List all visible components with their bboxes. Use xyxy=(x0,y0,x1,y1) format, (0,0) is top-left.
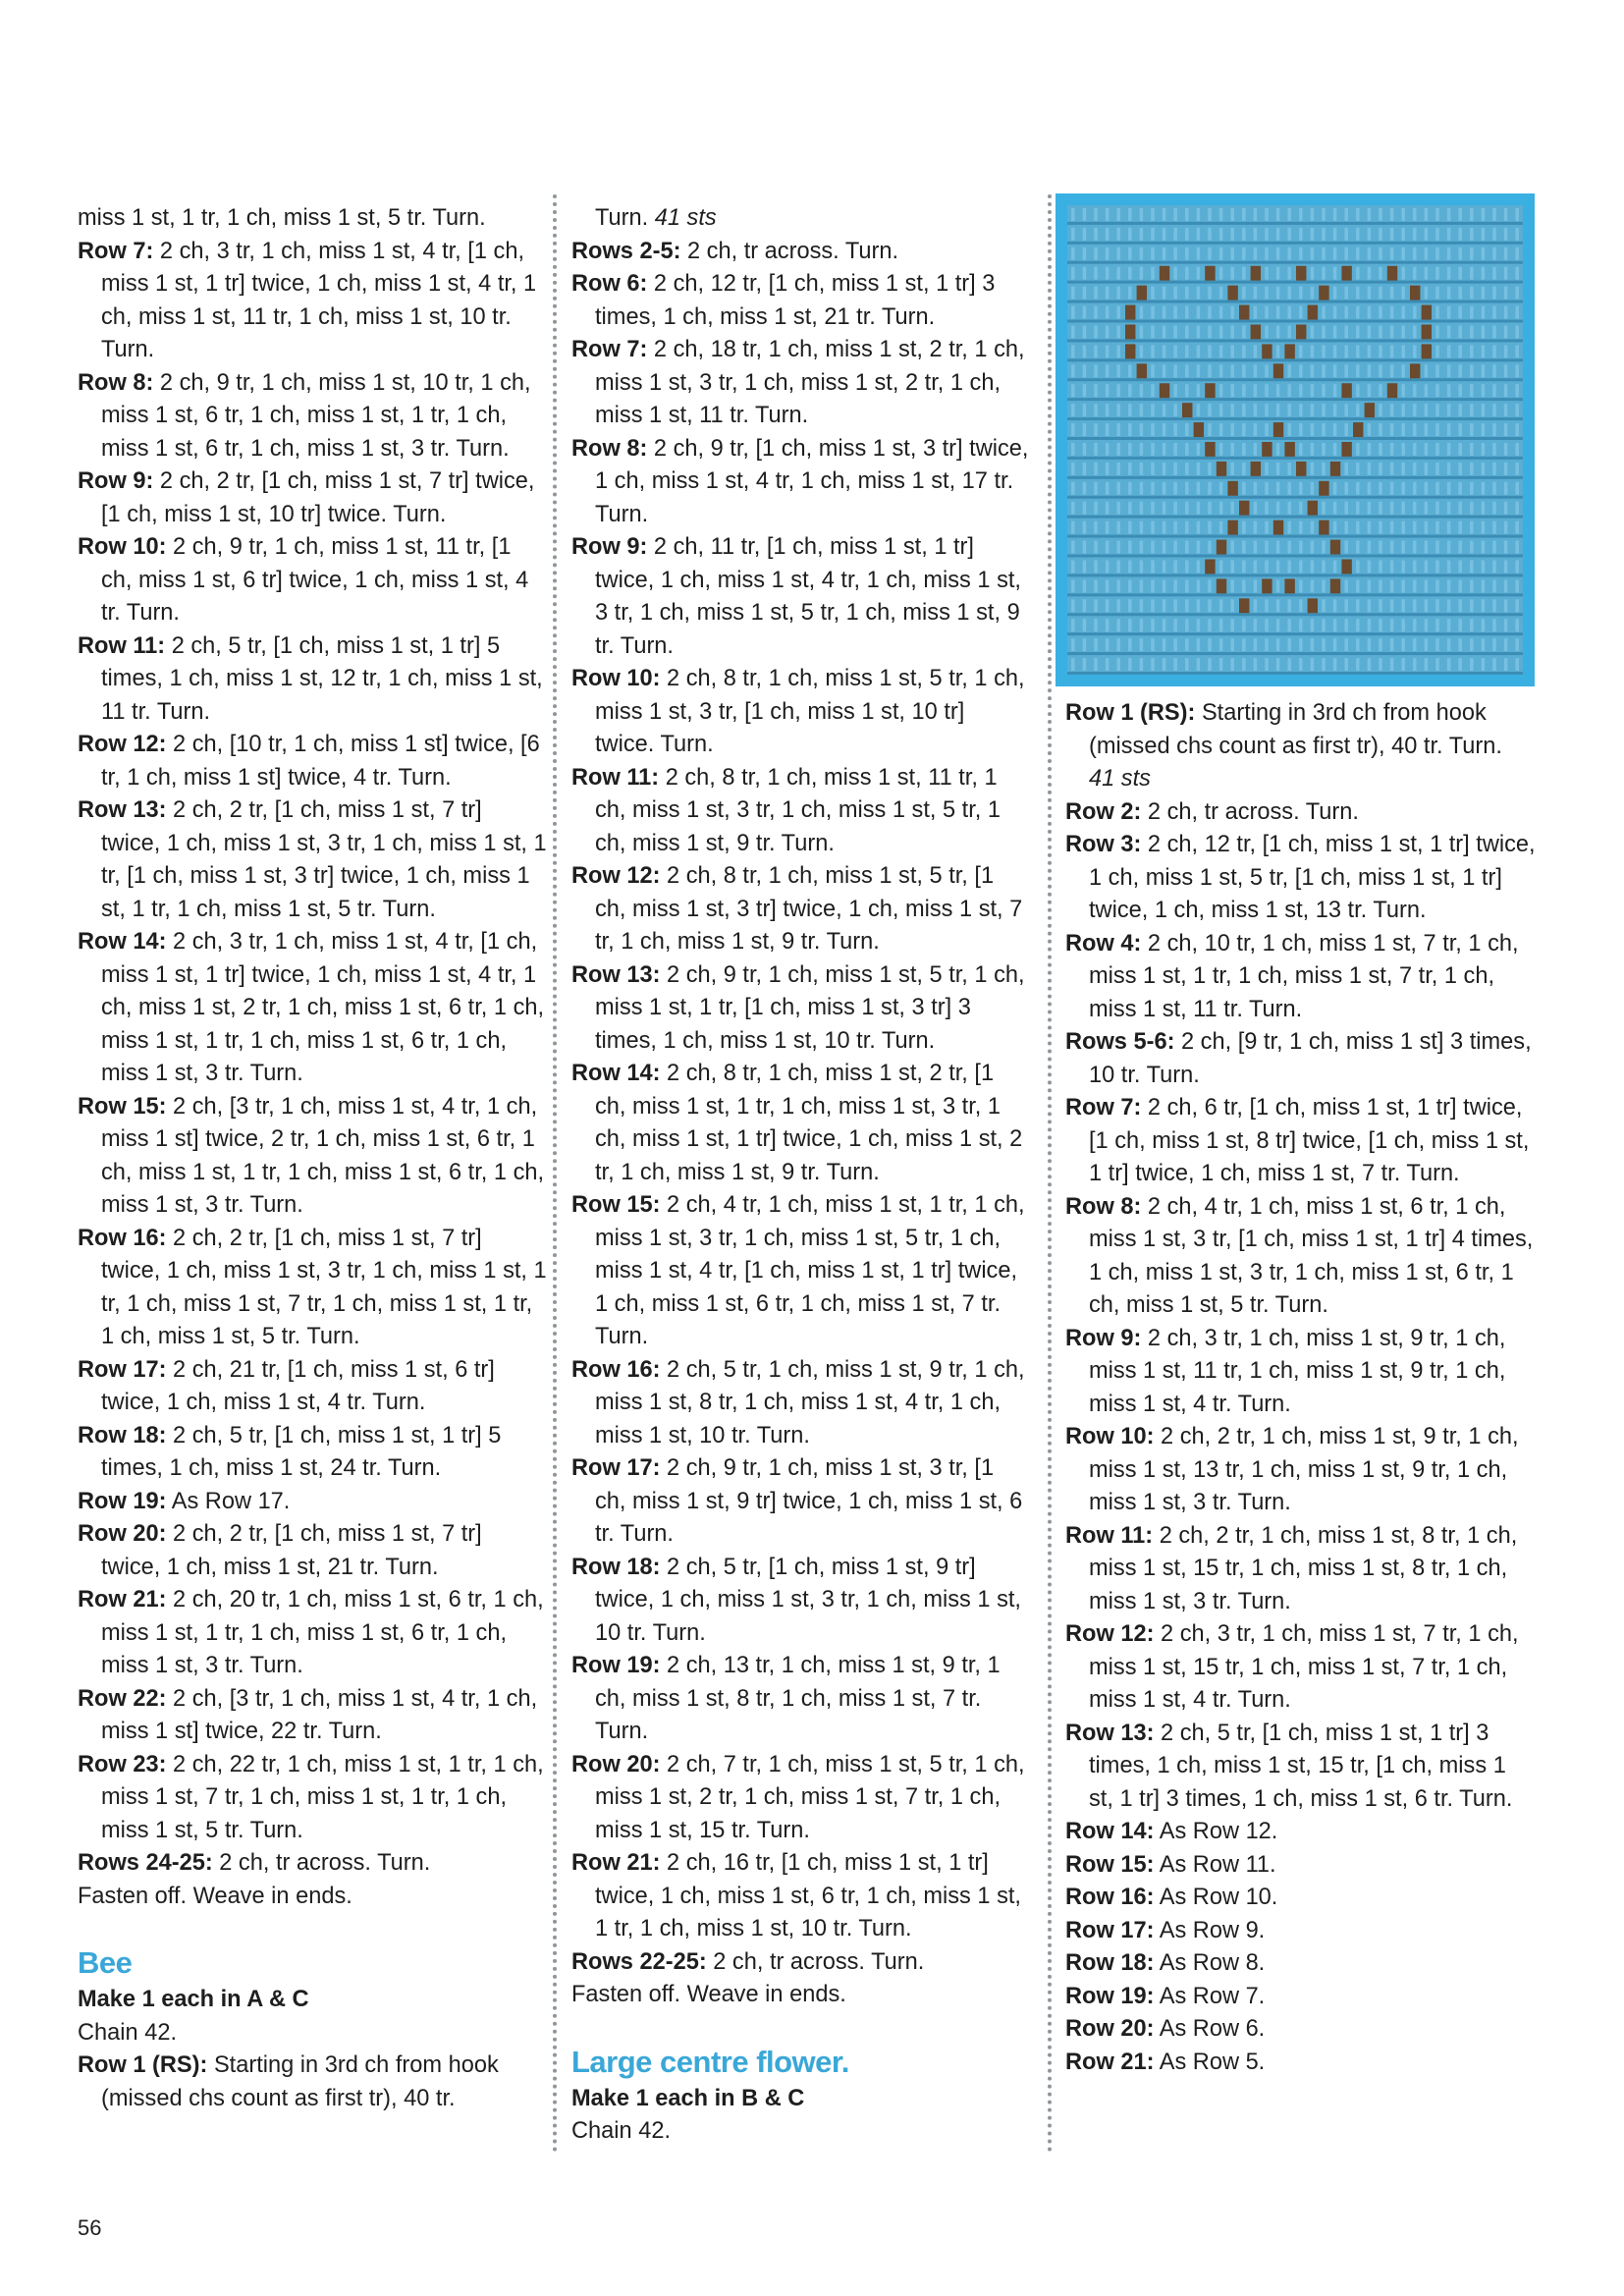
row-label: Row 20: xyxy=(571,1751,661,1777)
row-text: 2 ch, tr across. Turn. xyxy=(706,1948,925,1975)
row-text: 2 ch, 9 tr, [1 ch, miss 1 st, 3 tr] twice, 1 ch, miss 1 st, 4 tr, 1 ch, miss 1 st, 17 tr. Turn. xyxy=(595,435,1029,527)
row-text: 2 ch, 2 tr, 1 ch, miss 1 st, 9 tr, 1 ch, miss 1 st, 13 tr, 1 ch, miss 1 st, 9 tr, 1 ch, miss 1 st, 3 tr. Turn. xyxy=(1089,1424,1519,1515)
row-text: 2 ch, 9 tr, 1 ch, miss 1 st, 11 tr, [1 ch, miss 1 st, 6 tr] twice, 1 ch, miss 1 st, 4 tr. Turn. xyxy=(101,534,529,626)
instruction-row xyxy=(571,1749,1029,1848)
row-label: Row 15: xyxy=(78,1093,167,1120)
row-label: Row 14: xyxy=(78,929,167,955)
row-label: Row 8: xyxy=(571,435,648,462)
row-label: Row 11: xyxy=(1065,1522,1154,1549)
row-label: Row 7: xyxy=(571,337,648,362)
row-text: As Row 8. xyxy=(1154,1950,1266,1976)
row-label: Row 17: xyxy=(1065,1917,1155,1943)
bee-row-1 xyxy=(78,2050,547,2115)
row-text: 2 ch, 5 tr, [1 ch, miss 1 st, 1 tr] 5 times, 1 ch, miss 1 st, 24 tr. Turn. xyxy=(101,1422,502,1481)
instruction-row xyxy=(78,531,547,630)
row-label: Row 10: xyxy=(571,666,661,691)
row-text: 2 ch, 3 tr, 1 ch, miss 1 st, 4 tr, [1 ch, miss 1 st, 1 tr] twice, 1 ch, miss 1 st, 4 tr, 1 ch, miss 1 st, 11 tr, 1 ch, miss 1 st, 10 tr. Turn. xyxy=(101,238,537,362)
row-label: Row 17: xyxy=(571,1455,661,1481)
row-label: Row 16: xyxy=(571,1356,661,1383)
instruction-row xyxy=(78,202,547,236)
row-text: 2 ch, 3 tr, 1 ch, miss 1 st, 9 tr, 1 ch, miss 1 st, 11 tr, 1 ch, miss 1 st, 9 tr, 1 ch, miss 1 st, 4 tr. Turn. xyxy=(1089,1325,1506,1417)
row-label: Row 12: xyxy=(78,732,167,757)
column-divider-1 xyxy=(553,194,557,2154)
row-label: Row 15: xyxy=(571,1192,661,1218)
row-label: Row 9: xyxy=(78,468,154,494)
row-text: As Row 6. xyxy=(1154,2016,1266,2042)
row-label: Row 9: xyxy=(1065,1325,1142,1351)
row-text: 2 ch, 4 tr, 1 ch, miss 1 st, 6 tr, 1 ch, miss 1 st, 3 tr, [1 ch, miss 1 st, 1 tr] 4 times, 1 ch, miss 1 st, 3 tr, 1 ch, miss 1 st, 6 tr, 1 ch, miss 1 st, 5 tr. Turn. xyxy=(1089,1193,1534,1318)
row-label: Row 22: xyxy=(78,1685,167,1712)
row-text: 2 ch, 8 tr, 1 ch, miss 1 st, 5 tr, [1 ch, miss 1 st, 3 tr] twice, 1 ch, miss 1 st, 7 tr, 1 ch, miss 1 st, 9 tr. Turn. xyxy=(595,863,1023,955)
row-text: 2 ch, 20 tr, 1 ch, miss 1 st, 6 tr, 1 ch, miss 1 st, 1 tr, 1 ch, miss 1 st, 6 tr, 1 ch, miss 1 st, 3 tr. Turn. xyxy=(101,1587,544,1678)
instruction-row xyxy=(78,729,547,794)
row-label: Row 3: xyxy=(1065,832,1142,857)
row-text: Starting in 3rd ch from hook (missed chs count as first tr), 40 tr. Turn. xyxy=(1089,700,1502,759)
row-label: Row 23: xyxy=(78,1751,167,1777)
row-text: 2 ch, 22 tr, 1 ch, miss 1 st, 1 tr, 1 ch, miss 1 st, 7 tr, 1 ch, miss 1 st, 1 tr, 1 ch, miss 1 st, 5 tr. Turn. xyxy=(101,1751,544,1843)
instruction-row xyxy=(1065,1718,1537,1817)
row-label: Row 7: xyxy=(1065,1095,1142,1121)
instruction-row xyxy=(1065,1520,1537,1619)
instruction-row xyxy=(571,1058,1029,1189)
row-label: Row 1 (RS): xyxy=(78,2052,208,2078)
row-label: Row 8: xyxy=(78,369,154,396)
row-text: 2 ch, 13 tr, 1 ch, miss 1 st, 9 tr, 1 ch, miss 1 st, 8 tr, 1 ch, miss 1 st, 7 tr. Turn. xyxy=(595,1653,1001,1744)
row-label: Row 18: xyxy=(78,1422,167,1449)
instruction-row xyxy=(1065,796,1537,830)
instruction-row xyxy=(78,1091,547,1223)
instruction-row xyxy=(1065,1191,1537,1323)
instruction-row xyxy=(1065,2047,1537,2080)
row-text: 2 ch, 9 tr, 1 ch, miss 1 st, 3 tr, [1 ch, miss 1 st, 9 tr] twice, 1 ch, miss 1 st, 6 tr. Turn. xyxy=(595,1455,1023,1547)
row-label: Row 19: xyxy=(571,1653,661,1678)
row-text: 2 ch, 12 tr, [1 ch, miss 1 st, 1 tr] 3 times, 1 ch, miss 1 st, 21 tr. Turn. xyxy=(595,271,996,330)
row-text: As Row 12. xyxy=(1154,1819,1278,1844)
row-text: 2 ch, 9 tr, 1 ch, miss 1 st, 10 tr, 1 ch, miss 1 st, 6 tr, 1 ch, miss 1 st, 1 tr, 1 ch, miss 1 st, 6 tr, 1 ch, miss 1 st, 3 tr. Turn. xyxy=(101,369,531,462)
row-text: 2 ch, 12 tr, [1 ch, miss 1 st, 1 tr] twice, 1 ch, miss 1 st, 5 tr, [1 ch, miss 1 st, 1 tr] twice, 1 ch, miss 1 st, 13 tr. Turn. xyxy=(1089,832,1536,923)
row-label: Row 21: xyxy=(78,1587,167,1613)
bee-make-note: Make 1 each in A & C xyxy=(78,1987,309,2012)
row-label: Row 7: xyxy=(78,238,154,264)
row-label: Row 11: xyxy=(571,764,660,791)
row-label: Row 19: xyxy=(78,1488,167,1514)
instruction-row xyxy=(571,663,1029,762)
instruction-row xyxy=(1065,1915,1537,1948)
row-label: Row 14: xyxy=(1065,1819,1155,1844)
bee-row-1-continued xyxy=(571,202,1029,236)
column-3 xyxy=(1065,697,1537,2079)
instruction-row xyxy=(571,1650,1029,1749)
instruction-row xyxy=(1065,1947,1537,1981)
row-label: Row 15: xyxy=(1065,1851,1155,1878)
row-label: Row 21: xyxy=(571,1850,661,1876)
row-text: 2 ch, 2 tr, [1 ch, miss 1 st, 7 tr] twice, 1 ch, miss 1 st, 3 tr, 1 ch, miss 1 st, 1 tr, 1 ch, miss 1 st, 7 tr, 1 ch, miss 1 st, 1 tr, 1 ch, miss 1 st, 5 tr. Turn. xyxy=(101,1225,547,1349)
row-label: Row 13: xyxy=(78,797,167,823)
crochet-texture-image xyxy=(1067,205,1523,675)
row-label: Rows 2-5: xyxy=(571,238,681,264)
instruction-row xyxy=(78,1420,547,1486)
flower-make-note: Make 1 each in B & C xyxy=(571,2085,805,2111)
row-label: Row 21: xyxy=(1065,2049,1155,2075)
section-title-large-centre-flower: Large centre flower. xyxy=(571,2044,849,2079)
row-text: As Row 17. xyxy=(166,1488,291,1514)
row-text: As Row 10. xyxy=(1154,1885,1278,1910)
row-text: 2 ch, 9 tr, 1 ch, miss 1 st, 5 tr, 1 ch, miss 1 st, 1 tr, [1 ch, miss 1 st, 3 tr] 3 times, 1 ch, miss 1 st, 10 tr. Turn. xyxy=(595,961,1025,1054)
row-label: Row 13: xyxy=(571,961,661,988)
row-text: 2 ch, 6 tr, [1 ch, miss 1 st, 1 tr] twice, [1 ch, miss 1 st, 8 tr] twice, [1 ch, miss 1 st, 1 tr] twice, 1 ch, miss 1 st, 7 tr. Turn. xyxy=(1089,1095,1530,1186)
instruction-row xyxy=(571,531,1029,663)
instruction-row xyxy=(78,630,547,730)
instruction-row xyxy=(1065,1618,1537,1718)
row-text: 2 ch, 5 tr, [1 ch, miss 1 st, 1 tr] 3 times, 1 ch, miss 1 st, 15 tr, [1 ch, miss 1 st, 1 tr] 3 times, 1 ch, miss 1 st, 6 tr. Turn. xyxy=(1089,1720,1513,1812)
instruction-row xyxy=(571,1847,1029,1946)
row-label: Row 20: xyxy=(1065,2016,1155,2042)
row-label: Row 12: xyxy=(571,863,661,889)
row-text: Starting in 3rd ch from hook (missed chs count as first tr), 40 tr. xyxy=(101,2052,499,2111)
instruction-row xyxy=(1065,1323,1537,1422)
section-title-bee: Bee xyxy=(78,1945,133,1980)
row-text: 2 ch, 5 tr, 1 ch, miss 1 st, 9 tr, 1 ch, miss 1 st, 8 tr, 1 ch, miss 1 st, 4 tr, 1 ch, miss 1 st, 10 tr. Turn. xyxy=(595,1356,1025,1449)
instruction-row xyxy=(1065,1849,1537,1883)
row-label: Row 18: xyxy=(1065,1950,1155,1976)
flower-chain: Chain 42. xyxy=(571,2118,671,2144)
instruction-row xyxy=(571,1354,1029,1453)
instruction-row xyxy=(78,236,547,367)
instruction-row xyxy=(78,1486,547,1519)
instruction-row xyxy=(571,1946,1029,1980)
instruction-row xyxy=(571,433,1029,532)
instruction-row xyxy=(1065,829,1537,928)
instruction-row xyxy=(571,762,1029,861)
instruction-row xyxy=(78,1584,547,1683)
row-label: Row 4: xyxy=(1065,930,1142,957)
instruction-row xyxy=(571,860,1029,959)
row-text: 2 ch, tr across. Turn. xyxy=(680,238,899,264)
row-text: 2 ch, tr across. Turn. xyxy=(1141,798,1359,825)
row-label: Row 19: xyxy=(1065,1983,1155,2009)
instruction-row xyxy=(571,1189,1029,1354)
row-text: 2 ch, 8 tr, 1 ch, miss 1 st, 2 tr, [1 ch, miss 1 st, 1 tr, 1 ch, miss 1 st, 3 tr, 1 ch, miss 1 st, 1 tr] twice, 1 ch, miss 1 st, 2 tr, 1 ch, miss 1 st, 9 tr. Turn. xyxy=(595,1061,1023,1185)
row-text: 2 ch, 7 tr, 1 ch, miss 1 st, 5 tr, 1 ch, miss 1 st, 2 tr, 1 ch, miss 1 st, 7 tr, 1 ch, miss 1 st, 15 tr. Turn. xyxy=(595,1751,1025,1843)
instruction-row xyxy=(1065,1026,1537,1092)
row-label: Row 20: xyxy=(78,1521,167,1547)
row-label: Row 17: xyxy=(78,1356,167,1383)
bee-chain: Chain 42. xyxy=(78,2019,177,2046)
row-text: 2 ch, 16 tr, [1 ch, miss 1 st, 1 tr] twice, 1 ch, miss 1 st, 6 tr, 1 ch, miss 1 st, 1 tr, 1 ch, miss 1 st, 10 tr. Turn. xyxy=(595,1850,1021,1941)
row-label: Row 13: xyxy=(1065,1720,1155,1746)
row-text: 2 ch, [3 tr, 1 ch, miss 1 st, 4 tr, 1 ch, miss 1 st] twice, 22 tr. Turn. xyxy=(101,1685,538,1744)
instruction-row xyxy=(1065,1981,1537,2014)
row-text: 2 ch, 8 tr, 1 ch, miss 1 st, 11 tr, 1 ch, miss 1 st, 3 tr, 1 ch, miss 1 st, 5 tr, 1 ch, miss 1 st, 9 tr. Turn. xyxy=(595,764,1001,856)
col3-instructions xyxy=(1065,796,1537,2080)
stitch-count: 41 sts xyxy=(1089,766,1151,792)
instruction-row xyxy=(571,236,1029,269)
row-label: Row 1 (RS): xyxy=(1065,700,1196,726)
row-text: 2 ch, 5 tr, [1 ch, miss 1 st, 1 tr] 5 times, 1 ch, miss 1 st, 12 tr, 1 ch, miss 1 st, 11 tr. Turn. xyxy=(101,632,543,725)
fasten-off-note: Fasten off. Weave in ends. xyxy=(571,1982,846,2007)
row-label: Rows 22-25: xyxy=(571,1948,707,1975)
row-label: Row 12: xyxy=(1065,1621,1155,1647)
row-label: Row 14: xyxy=(571,1061,661,1086)
col1-instructions xyxy=(78,202,547,1881)
row-label: Row 10: xyxy=(1065,1424,1155,1449)
instruction-row xyxy=(78,926,547,1091)
instruction-row xyxy=(571,334,1029,433)
instruction-row xyxy=(78,1518,547,1584)
row-text: 2 ch, 2 tr, [1 ch, miss 1 st, 7 tr] twice, 1 ch, miss 1 st, 21 tr. Turn. xyxy=(101,1521,482,1580)
row-text: 2 ch, [9 tr, 1 ch, miss 1 st] 3 times, 10 tr. Turn. xyxy=(1089,1029,1532,1088)
instruction-row xyxy=(78,1683,547,1749)
instruction-row xyxy=(78,794,547,926)
stitch-count: 41 sts xyxy=(654,205,717,231)
page-number: 56 xyxy=(78,2215,102,2240)
crochet-square-photo xyxy=(1056,193,1535,686)
row-label: Rows 5-6: xyxy=(1065,1029,1175,1055)
row-text: 2 ch, 3 tr, 1 ch, miss 1 st, 7 tr, 1 ch, miss 1 st, 15 tr, 1 ch, miss 1 st, 7 tr, 1 ch, miss 1 st, 4 tr. Turn. xyxy=(1089,1621,1519,1713)
instruction-row xyxy=(78,1223,547,1354)
row-text: miss 1 st, 1 tr, 1 ch, miss 1 st, 5 tr. Turn. xyxy=(78,205,486,231)
row-text: 2 ch, [3 tr, 1 ch, miss 1 st, 4 tr, 1 ch, miss 1 st] twice, 2 tr, 1 ch, miss 1 st, 6 tr, 1 ch, miss 1 st, 1 tr, 1 ch, miss 1 st, 6 tr, 1 ch, miss 1 st, 3 tr. Turn. xyxy=(101,1093,545,1218)
fasten-off-note: Fasten off. Weave in ends. xyxy=(78,1883,352,1909)
row-text: Turn. xyxy=(595,205,655,231)
column-1 xyxy=(78,202,547,2115)
row-text: 2 ch, 8 tr, 1 ch, miss 1 st, 5 tr, 1 ch, miss 1 st, 3 tr, [1 ch, miss 1 st, 10 tr] twice. Turn. xyxy=(595,666,1025,757)
column-2 xyxy=(571,202,1029,2149)
row-label: Row 11: xyxy=(78,632,166,659)
row-label: Row 18: xyxy=(571,1554,661,1580)
instruction-row xyxy=(1065,1421,1537,1520)
instruction-row xyxy=(1065,1092,1537,1191)
row-text: 2 ch, 3 tr, 1 ch, miss 1 st, 4 tr, [1 ch, miss 1 st, 1 tr] twice, 1 ch, miss 1 st, 4 tr, 1 ch, miss 1 st, 2 tr, 1 ch, miss 1 st, 6 tr, 1 ch, miss 1 st, 1 tr, 1 ch, miss 1 st, 6 tr, 1 ch, miss 1 st, 3 tr. Turn. xyxy=(101,929,545,1086)
row-text: 2 ch, 4 tr, 1 ch, miss 1 st, 1 tr, 1 ch, miss 1 st, 3 tr, 1 ch, miss 1 st, 5 tr, 1 ch, miss 1 st, 4 tr, [1 ch, miss 1 st, 1 tr] twice, 1 ch, miss 1 st, 6 tr, 1 ch, miss 1 st, 7 tr. Turn. xyxy=(595,1192,1025,1349)
instruction-row xyxy=(78,1749,547,1848)
row-text: 2 ch, [10 tr, 1 ch, miss 1 st] twice, [6 tr, 1 ch, miss 1 st] twice, 4 tr. Turn. xyxy=(101,732,540,791)
instruction-row xyxy=(1065,2013,1537,2047)
row-text: 2 ch, 18 tr, 1 ch, miss 1 st, 2 tr, 1 ch, miss 1 st, 3 tr, 1 ch, miss 1 st, 2 tr, 1 ch, miss 1 st, 11 tr. Turn. xyxy=(595,337,1025,428)
row-label: Row 8: xyxy=(1065,1193,1142,1220)
row-text: As Row 11. xyxy=(1154,1851,1276,1878)
instruction-row xyxy=(1065,1882,1537,1915)
row-text: As Row 7. xyxy=(1154,1983,1266,2009)
row-text: 2 ch, tr across. Turn. xyxy=(212,1850,431,1876)
row-label: Row 10: xyxy=(78,534,167,560)
instruction-row xyxy=(571,1552,1029,1651)
column-divider-2 xyxy=(1048,194,1052,2154)
instruction-row xyxy=(1065,928,1537,1027)
instruction-row xyxy=(78,367,547,466)
col2-instructions xyxy=(571,236,1029,1980)
row-text: 2 ch, 21 tr, [1 ch, miss 1 st, 6 tr] twice, 1 ch, miss 1 st, 4 tr. Turn. xyxy=(101,1356,495,1415)
row-label: Rows 24-25: xyxy=(78,1850,213,1876)
row-text: 2 ch, 10 tr, 1 ch, miss 1 st, 7 tr, 1 ch, miss 1 st, 1 tr, 1 ch, miss 1 st, 7 tr, 1 ch, miss 1 st, 11 tr. Turn. xyxy=(1089,930,1519,1022)
row-label: Row 16: xyxy=(1065,1885,1155,1910)
instruction-row xyxy=(571,1452,1029,1552)
row-label: Row 16: xyxy=(78,1225,167,1251)
row-text: 2 ch, 11 tr, [1 ch, miss 1 st, 1 tr] twice, 1 ch, miss 1 st, 4 tr, 1 ch, miss 1 st, 3 tr, 1 ch, miss 1 st, 5 tr, 1 ch, miss 1 st, 9 tr. Turn. xyxy=(595,534,1021,659)
instruction-row xyxy=(571,268,1029,334)
instruction-row xyxy=(78,465,547,531)
row-label: Row 2: xyxy=(1065,798,1142,825)
row-text: 2 ch, 2 tr, 1 ch, miss 1 st, 8 tr, 1 ch, miss 1 st, 15 tr, 1 ch, miss 1 st, 8 tr, 1 ch, miss 1 st, 3 tr. Turn. xyxy=(1089,1522,1518,1614)
row-label: Row 9: xyxy=(571,534,648,560)
row-text: 2 ch, 5 tr, [1 ch, miss 1 st, 9 tr] twice, 1 ch, miss 1 st, 3 tr, 1 ch, miss 1 st, 10 tr. Turn. xyxy=(595,1554,1021,1646)
row-text: As Row 5. xyxy=(1154,2049,1266,2075)
row-label: Row 6: xyxy=(571,271,648,297)
flower-row-1 xyxy=(1065,697,1537,796)
row-text: 2 ch, 2 tr, [1 ch, miss 1 st, 7 tr] twice, [1 ch, miss 1 st, 10 tr] twice. Turn. xyxy=(101,468,535,527)
instruction-row xyxy=(78,1354,547,1420)
row-text: As Row 9. xyxy=(1154,1917,1266,1943)
instruction-row xyxy=(571,959,1029,1059)
row-text: 2 ch, 2 tr, [1 ch, miss 1 st, 7 tr] twice, 1 ch, miss 1 st, 3 tr, 1 ch, miss 1 st, 1 tr, [1 ch, miss 1 st, 3 tr] twice, 1 ch, miss 1 st, 1 tr, 1 ch, miss 1 st, 5 tr. Turn. xyxy=(101,797,547,922)
instruction-row xyxy=(1065,1816,1537,1849)
instruction-row xyxy=(78,1847,547,1881)
